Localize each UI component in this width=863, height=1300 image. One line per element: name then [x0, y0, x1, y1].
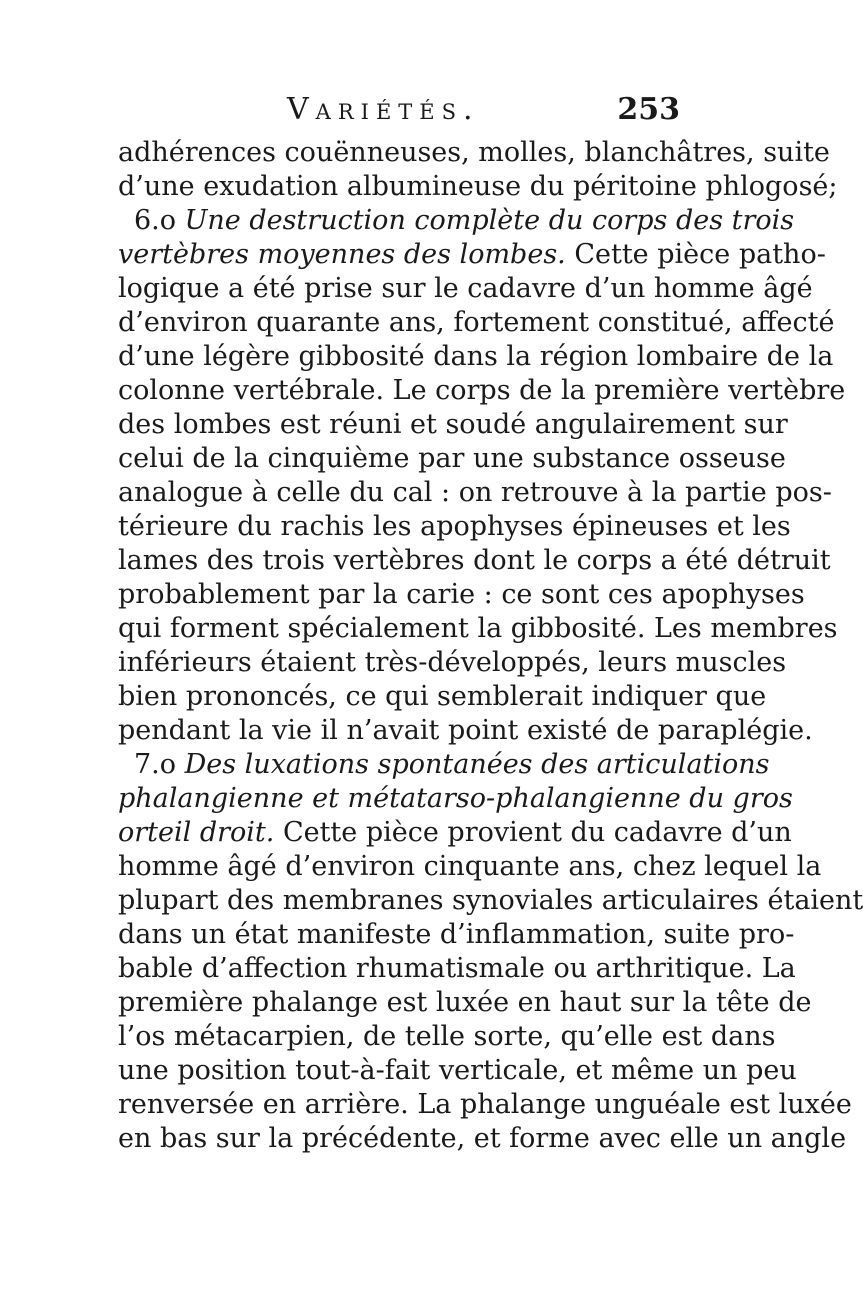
text-segment: Cette pièce patho-	[565, 239, 826, 270]
text-line: des lombes est réuni et soudé angulairement sur	[118, 409, 788, 440]
text-line: d’une légère gibbosité dans la région lombaire de la	[118, 341, 834, 372]
item-number: 6.o	[134, 205, 185, 236]
text-line: bable d’affection rhumatismale ou arthritique. La	[118, 953, 796, 984]
text-line: l’os métacarpien, de telle sorte, qu’elle est dans	[118, 1021, 776, 1052]
text-line: inférieurs étaient très-développés, leurs muscles	[118, 647, 787, 678]
item-title: Des luxations spontanées des articulations	[184, 749, 770, 780]
body-text	[118, 136, 863, 1156]
text-line-item-7	[134, 748, 770, 782]
text-line: d’environ quarante ans, fortement constitué, affecté	[118, 307, 835, 338]
text-line: homme âgé d’environ cinquante ans, chez lequel la	[118, 851, 822, 882]
text-line-item-6	[134, 204, 795, 238]
text-line: renversée en arrière. La phalange unguéale est luxée	[118, 1089, 852, 1120]
text-line: bien prononcés, ce qui semblerait indiquer que	[118, 681, 767, 712]
item-number: 7.o	[134, 749, 185, 780]
text-line: qui forment spécialement la gibbosité. Les membres	[118, 613, 838, 644]
page-number: 253	[617, 92, 680, 127]
item-title: Une destruction complète du corps des trois	[184, 205, 795, 236]
text-line: probablement par la carie : ce sont ces apophyses	[118, 579, 805, 610]
text-line: d’une exudation albumineuse du péritoine phlogosé;	[118, 171, 838, 202]
text-line: colonne vertébrale. Le corps de la première vertèbre	[118, 375, 846, 406]
text-line: en bas sur la précédente, et forme avec elle un angle	[118, 1123, 847, 1154]
running-title: Variétés.	[287, 92, 480, 127]
text-segment: Cette pièce provient du cadavre d’un	[274, 817, 792, 848]
item-title: orteil droit.	[118, 817, 275, 848]
running-head	[122, 88, 680, 132]
text-line	[118, 816, 792, 850]
text-line: plupart des membranes synoviales articulaires étaient	[118, 885, 863, 916]
text-line: térieure du rachis les apophyses épineuses et les	[118, 511, 791, 542]
text-line: adhérences couënneuses, molles, blanchâtres, suite	[118, 137, 830, 168]
text-line: celui de la cinquième par une substance osseuse	[118, 443, 786, 474]
text-line: logique a été prise sur le cadavre d’un homme âgé	[118, 273, 813, 304]
text-line	[118, 238, 826, 272]
text-line: pendant la vie il n’avait point existé de paraplégie.	[118, 715, 813, 746]
text-line: première phalange est luxée en haut sur la tête de	[118, 987, 812, 1018]
text-line: lames des trois vertèbres dont le corps a été détruit	[118, 545, 831, 576]
text-line: analogue à celle du cal : on retrouve à la partie pos-	[118, 477, 832, 508]
text-line: une position tout-à-fait verticale, et même un peu	[118, 1055, 797, 1086]
item-title: vertèbres moyennes des lombes.	[118, 239, 566, 270]
text-line: phalangienne et métatarso-phalangienne du gros	[118, 783, 793, 814]
text-line: dans un état manifeste d’inflammation, suite pro-	[118, 919, 795, 950]
